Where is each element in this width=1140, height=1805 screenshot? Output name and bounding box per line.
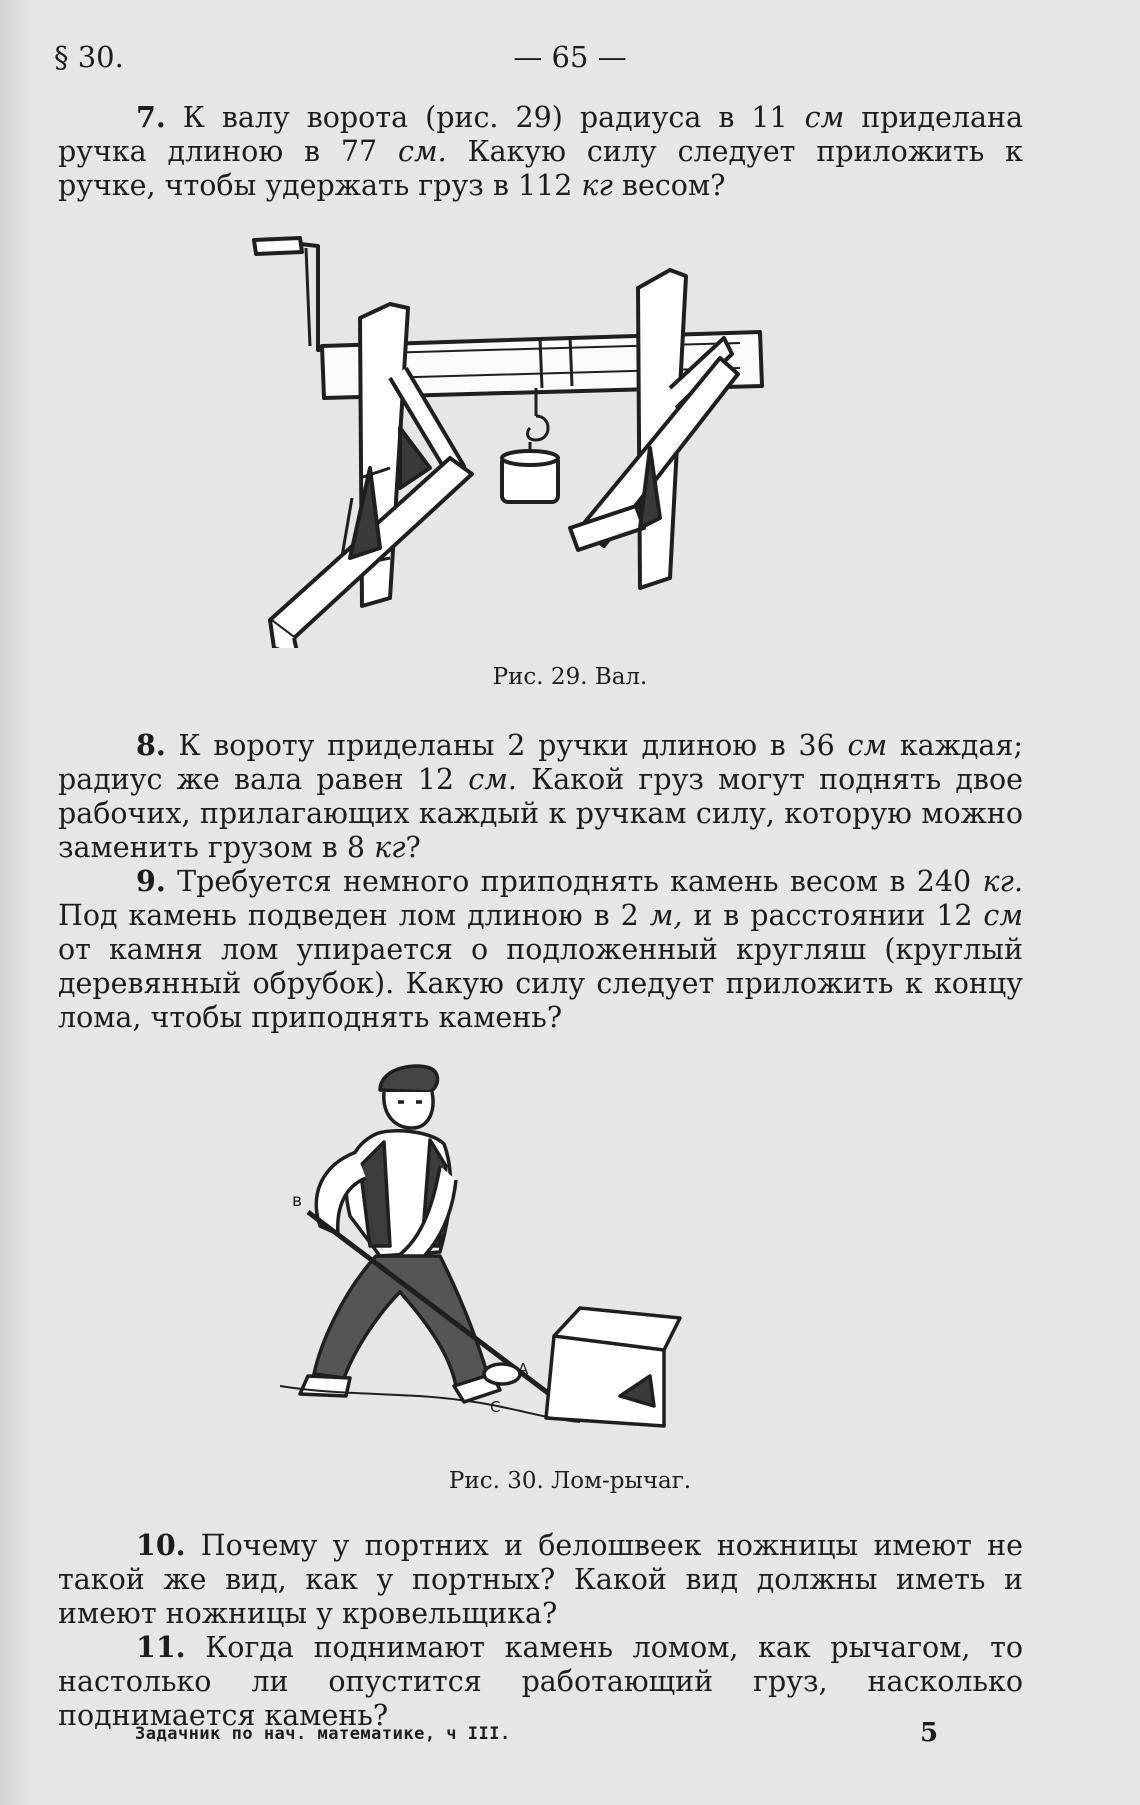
figure-30-crowbar [280,1056,800,1456]
problem-10: 10. Почему у портних и белошвеек ножницы имеют не такой же вид, как у портных? Какой вид должны иметь и имеют ножницы у кровельщика? [58,1528,1023,1630]
problem-11: 11. Когда поднимают камень ломом, как рычагом, то настолько ли опустится работающий груз, насколько поднимается камень? [58,1630,1023,1732]
problem-9: 9. Требуется немного приподнять камень весом в 240 кг. Под камень подведен лом длиною в 2 м, и в расстоянии 12 см от камня лом упирается о подложенный кругляш (круглый деревянный обрубок). Какую силу следует приложить к концу лома, чтобы приподнять камень? [58,864,1023,1034]
problem-8-number: 8. [136,728,166,762]
worker-head [384,1092,433,1128]
page-spine-shadow [0,0,34,1805]
problem-11-number: 11. [136,1630,186,1664]
label-c: С [490,1398,501,1416]
worker-cap [380,1066,438,1092]
figure-29-caption: Рис. 29. Вал. [492,664,648,690]
hook [528,416,548,440]
label-a: А [518,1360,529,1378]
section-mark: § 30. [54,40,124,74]
page-number: — 65 — [513,40,627,74]
problem-9-number: 9. [136,864,166,898]
crowbar-illustration [280,1056,800,1456]
fulcrum-roller [484,1364,520,1384]
worker-legs [314,1256,488,1386]
stone-block [546,1308,680,1426]
label-b: в [292,1191,303,1211]
footer-book-title: Задачник по нач. математике, ч III. [135,1724,511,1744]
problem-8: 8. К вороту приделаны 2 ручки длиною в 36 см каждая; радиус же вала равен 12 см. Какой груз могут поднять двое рабочих, прилагающих каждый к ручкам силу, которую можно заменить грузом в 8 кг? [58,728,1023,864]
problem-7-number: 7. [136,100,166,134]
crank-handle-grip [254,238,302,254]
figure-30-caption: Рис. 30. Лом-рычаг. [448,1468,692,1494]
figure-29-windlass [240,228,860,648]
ground [280,1386,580,1422]
page-footer [0,1716,1140,1756]
windlass-illustration [240,228,860,648]
problem-10-number: 10. [136,1528,186,1562]
running-header [0,34,1140,84]
problem-7: 7. К валу ворота (рис. 29) радиуса в 11 см приделана ручка длиною в 77 см. Какую силу следует приложить к ручке, чтобы удержать груз в 112 кг весом? [58,100,1023,202]
footer-signature-number: 5 [920,1718,939,1748]
